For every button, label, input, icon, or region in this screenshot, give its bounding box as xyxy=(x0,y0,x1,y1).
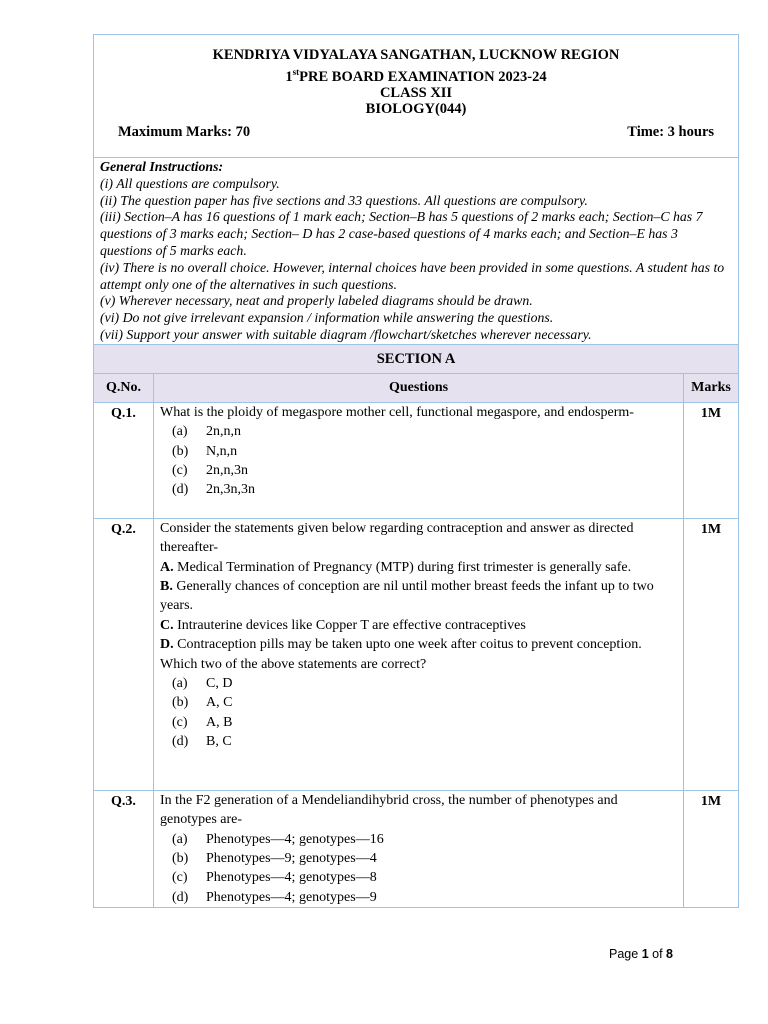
question-row xyxy=(94,518,739,790)
statement-text: Generally chances of conception are nil until mother breast feeds the infant up to two years. xyxy=(160,578,654,614)
option-text: Phenotypes—4; genotypes—9 xyxy=(206,889,377,905)
instruction-item: (v) Wherever necessary, neat and properly labeled diagrams should be drawn. xyxy=(100,293,533,309)
option-label: (b) xyxy=(172,850,189,866)
section-row xyxy=(94,344,739,373)
option xyxy=(160,849,677,868)
option-label: (d) xyxy=(172,889,189,905)
option xyxy=(160,693,677,712)
statement-text: Intrauterine devices like Copper T are effective contraceptives xyxy=(177,617,526,633)
instructions-cell xyxy=(94,158,739,345)
option-label: (a) xyxy=(172,676,188,692)
exam-table xyxy=(93,34,739,908)
option-text: N,n,n xyxy=(206,443,238,459)
option xyxy=(160,480,677,499)
page-total: 8 xyxy=(666,947,673,961)
question-text: What is the ploidy of megaspore mother cell, functional megaspore, and endosperm- xyxy=(160,404,634,420)
org-name: KENDRIYA VIDYALAYA SANGATHAN, LUCKNOW REGION xyxy=(212,47,620,63)
instructions-title: General Instructions: xyxy=(100,159,224,174)
instruction-item: (iii) Section–A has 16 questions of 1 mark each; Section–B has 5 questions of 2 marks each; Section–C has 7 questions of 3 marks each; Section– D has 2 case-based questions of 4 marks each; and Section–E has 3 questions of 5 marks each. xyxy=(100,209,703,258)
time-allowed: Time: 3 hours xyxy=(627,123,715,140)
question-content xyxy=(154,790,684,907)
option xyxy=(160,868,677,887)
option xyxy=(160,732,677,751)
question-number: Q.1. xyxy=(94,402,154,518)
statement-text: Medical Termination of Pregnancy (MTP) during first trimester is generally safe. xyxy=(177,559,632,575)
instruction-item: (i) All questions are compulsory. xyxy=(100,175,280,191)
question-row xyxy=(94,790,739,907)
page-number: 1 xyxy=(641,947,649,961)
instruction-item: (iv) There is no overall choice. However, internal choices have been provided in some questions. A student has to attempt only one of the alternatives in such questions. xyxy=(100,259,725,292)
header-row xyxy=(94,35,739,158)
option-text: A, B xyxy=(206,714,233,730)
statement xyxy=(160,558,677,577)
section-title: SECTION A xyxy=(94,344,739,373)
of-label: of xyxy=(652,947,663,961)
instructions-row xyxy=(94,158,739,345)
general-instructions xyxy=(94,158,738,344)
option-label: (c) xyxy=(172,462,188,478)
statement xyxy=(160,635,677,654)
question-content xyxy=(154,402,684,518)
option xyxy=(160,442,677,461)
statement-label: A. xyxy=(160,559,174,575)
option xyxy=(160,461,677,480)
option-text: Phenotypes—9; genotypes—4 xyxy=(206,850,377,866)
option-text: 2n,n,n xyxy=(206,424,241,440)
option-text: A, C xyxy=(206,695,233,711)
option-text: Phenotypes—4; genotypes—16 xyxy=(206,831,384,847)
question-row xyxy=(94,402,739,518)
option-label: (d) xyxy=(172,482,189,498)
statement xyxy=(160,616,677,635)
statement-label: D. xyxy=(160,637,174,653)
option xyxy=(160,830,677,849)
option xyxy=(160,888,677,907)
question-number: Q.3. xyxy=(94,790,154,907)
col-marks: Marks xyxy=(684,373,739,402)
option xyxy=(160,674,677,693)
option-label: (c) xyxy=(172,714,188,730)
header-cell xyxy=(94,35,739,158)
question-content xyxy=(154,518,684,790)
exam-header xyxy=(94,35,738,148)
question-marks: 1M xyxy=(684,518,739,790)
marks-time-row xyxy=(102,118,730,141)
statement-text: Contraception pills may be taken upto one week after coitus to prevent conception. xyxy=(177,637,642,653)
option-text: 2n,3n,3n xyxy=(206,482,255,498)
column-header-row xyxy=(94,373,739,402)
class-name: CLASS XII xyxy=(379,84,453,101)
option xyxy=(160,713,677,732)
option-label: (c) xyxy=(172,870,188,886)
option-text: B, C xyxy=(206,734,232,750)
option-text: Phenotypes—4; genotypes—8 xyxy=(206,870,377,886)
option xyxy=(160,422,677,441)
col-questions: Questions xyxy=(154,373,684,402)
page-footer xyxy=(609,947,673,961)
question-text: In the F2 generation of a Mendeliandihybrid cross, the number of phenotypes and genotypes are- xyxy=(160,792,618,828)
instruction-item: (vii) Support your answer with suitable diagram /flowchart/sketches wherever necessary. xyxy=(100,326,592,342)
option-text: 2n,n,3n xyxy=(206,462,248,478)
question-prompt: Which two of the above statements are correct? xyxy=(160,656,427,672)
statement-label: B. xyxy=(160,578,173,594)
question-marks: 1M xyxy=(684,790,739,907)
option-label: (a) xyxy=(172,831,188,847)
option-label: (a) xyxy=(172,424,188,440)
option-label: (b) xyxy=(172,695,189,711)
statement xyxy=(160,577,677,616)
instruction-item: (ii) The question paper has five sections and 33 questions. All questions are compulsory. xyxy=(100,192,588,208)
question-marks: 1M xyxy=(684,402,739,518)
question-number: Q.2. xyxy=(94,518,154,790)
instruction-item: (vi) Do not give irrelevant expansion / information while answering the questions. xyxy=(100,310,554,326)
exam-name: 1stPRE BOARD EXAMINATION 2023-24 xyxy=(285,66,547,85)
col-qno: Q.No. xyxy=(94,373,154,402)
subject-name: BIOLOGY(044) xyxy=(365,101,467,118)
max-marks: Maximum Marks: 70 xyxy=(118,123,251,140)
option-text: C, D xyxy=(206,676,233,692)
question-text: Consider the statements given below regarding contraception and answer as directed thereafter- xyxy=(160,520,634,556)
statement-label: C. xyxy=(160,617,174,633)
option-label: (b) xyxy=(172,443,189,459)
exam-sheet xyxy=(93,34,738,908)
page-label: Page xyxy=(609,947,639,961)
option-label: (d) xyxy=(172,734,189,750)
